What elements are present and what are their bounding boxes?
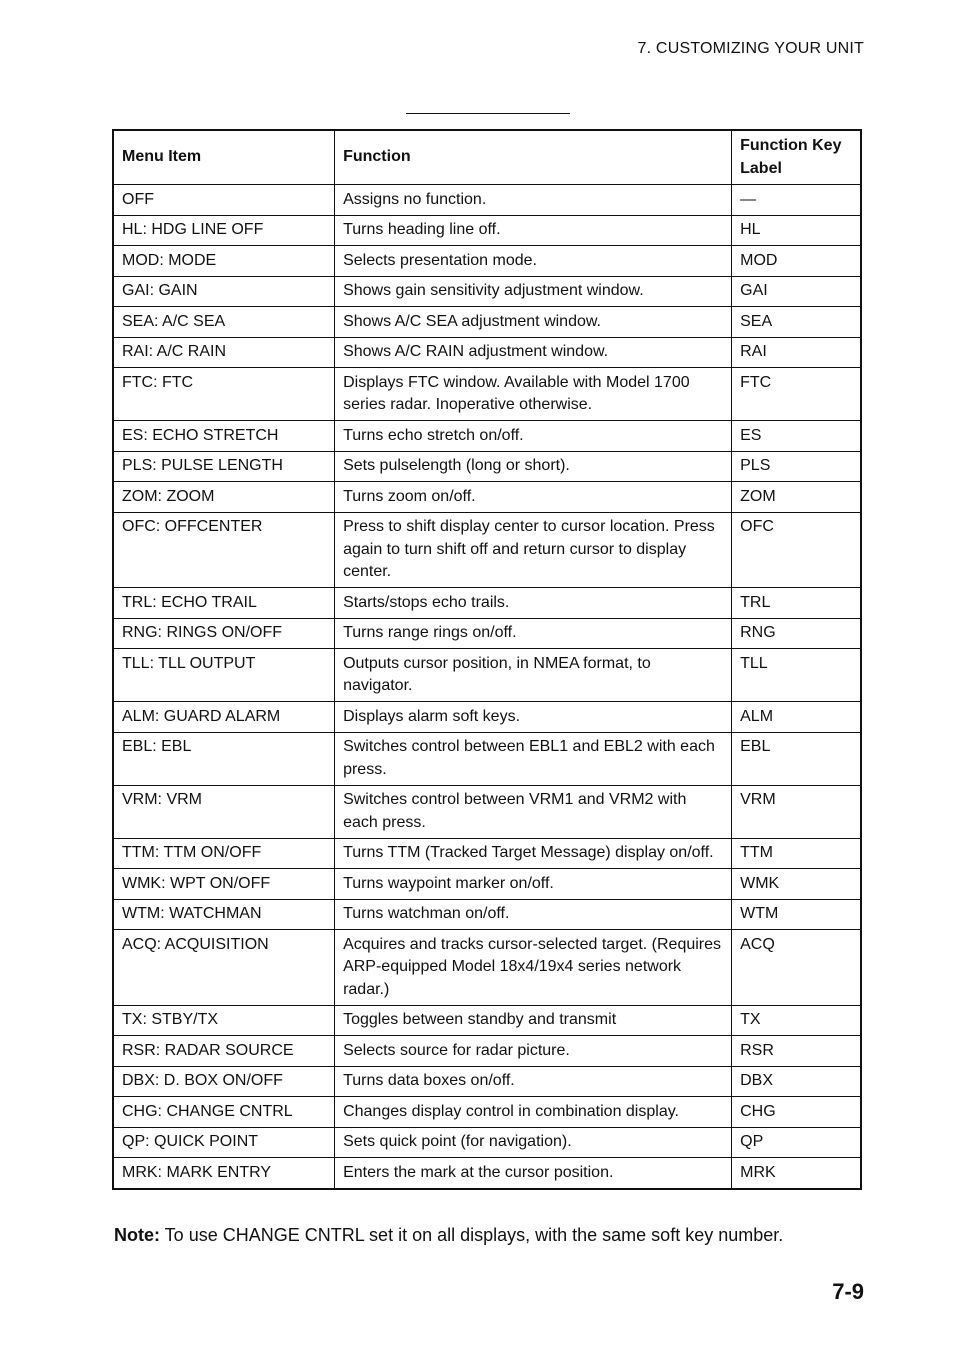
key-label-cell: ALM	[732, 702, 861, 733]
table-row	[113, 1066, 861, 1097]
menu-item-cell: TX: STBY/TX	[113, 1005, 335, 1036]
function-cell: Switches control between EBL1 and EBL2 with each press.	[335, 732, 732, 785]
key-label-cell: TX	[732, 1005, 861, 1036]
table-row	[113, 246, 861, 277]
table-row	[113, 930, 861, 1006]
key-label-cell: WTM	[732, 899, 861, 930]
menu-item-cell: MOD: MODE	[113, 246, 335, 277]
table-row	[113, 649, 861, 702]
table-row	[113, 276, 861, 307]
key-label-cell: MOD	[732, 246, 861, 277]
key-label-cell: WMK	[732, 869, 861, 900]
function-cell: Switches control between VRM1 and VRM2 with each press.	[335, 785, 732, 838]
function-cell: Turns data boxes on/off.	[335, 1066, 732, 1097]
key-label-cell: TLL	[732, 649, 861, 702]
column-header-function-key-label: Function Key Label	[732, 130, 861, 185]
menu-item-cell: EBL: EBL	[113, 732, 335, 785]
table-row	[113, 482, 861, 513]
menu-item-cell: ACQ: ACQUISITION	[113, 930, 335, 1006]
function-cell: Selects source for radar picture.	[335, 1036, 732, 1067]
key-label-cell: GAI	[732, 276, 861, 307]
menu-item-cell: GAI: GAIN	[113, 276, 335, 307]
menu-item-cell: WTM: WATCHMAN	[113, 899, 335, 930]
table-row	[113, 368, 861, 421]
menu-item-cell: ALM: GUARD ALARM	[113, 702, 335, 733]
menu-item-cell: OFF	[113, 185, 335, 216]
menu-item-cell: WMK: WPT ON/OFF	[113, 869, 335, 900]
key-label-cell: PLS	[732, 451, 861, 482]
menu-item-cell: VRM: VRM	[113, 785, 335, 838]
table-row	[113, 337, 861, 368]
page-header: 7. CUSTOMIZING YOUR UNIT	[637, 40, 864, 57]
function-cell: Assigns no function.	[335, 185, 732, 216]
menu-item-cell: ZOM: ZOOM	[113, 482, 335, 513]
key-label-cell: TTM	[732, 838, 861, 869]
function-cell: Changes display control in combination display.	[335, 1097, 732, 1128]
table-row	[113, 838, 861, 869]
key-label-cell: VRM	[732, 785, 861, 838]
function-cell: Turns heading line off.	[335, 215, 732, 246]
table-row	[113, 185, 861, 216]
note-text: To use CHANGE CNTRL set it on all displays, with the same soft key number.	[160, 1225, 784, 1245]
key-label-cell: CHG	[732, 1097, 861, 1128]
function-cell: Sets quick point (for navigation).	[335, 1127, 732, 1158]
table-header-row	[113, 130, 861, 185]
menu-item-cell: QP: QUICK POINT	[113, 1127, 335, 1158]
function-cell: Selects presentation mode.	[335, 246, 732, 277]
table-row	[113, 1005, 861, 1036]
title-rule	[406, 113, 570, 114]
menu-item-cell: TTM: TTM ON/OFF	[113, 838, 335, 869]
key-label-cell: ZOM	[732, 482, 861, 513]
key-label-cell: —	[732, 185, 861, 216]
key-label-cell: RNG	[732, 618, 861, 649]
table-row	[113, 307, 861, 338]
function-cell: Turns TTM (Tracked Target Message) display on/off.	[335, 838, 732, 869]
function-cell: Acquires and tracks cursor-selected target. (Requires ARP-equipped Model 18x4/19x4 series network radar.)	[335, 930, 732, 1006]
menu-item-cell: RSR: RADAR SOURCE	[113, 1036, 335, 1067]
function-cell: Displays FTC window. Available with Model 1700 series radar. Inoperative otherwise.	[335, 368, 732, 421]
menu-item-cell: DBX: D. BOX ON/OFF	[113, 1066, 335, 1097]
table-row	[113, 1158, 861, 1189]
function-cell: Outputs cursor position, in NMEA format, to navigator.	[335, 649, 732, 702]
page-number: 7-9	[832, 1279, 864, 1304]
table-row	[113, 732, 861, 785]
note	[114, 1225, 783, 1246]
menu-item-cell: RAI: A/C RAIN	[113, 337, 335, 368]
table-row	[113, 702, 861, 733]
table-row	[113, 215, 861, 246]
menu-item-cell: CHG: CHANGE CNTRL	[113, 1097, 335, 1128]
function-cell: Displays alarm soft keys.	[335, 702, 732, 733]
key-label-cell: QP	[732, 1127, 861, 1158]
table-row	[113, 899, 861, 930]
function-cell: Turns range rings on/off.	[335, 618, 732, 649]
menu-item-cell: SEA: A/C SEA	[113, 307, 335, 338]
key-label-cell: FTC	[732, 368, 861, 421]
table-row	[113, 588, 861, 619]
key-label-cell: MRK	[732, 1158, 861, 1189]
menu-item-cell: TRL: ECHO TRAIL	[113, 588, 335, 619]
key-label-cell: EBL	[732, 732, 861, 785]
column-header-menu-item: Menu Item	[113, 130, 335, 185]
key-label-cell: HL	[732, 215, 861, 246]
table-row	[113, 618, 861, 649]
function-cell: Press to shift display center to cursor location. Press again to turn shift off and return cursor to display center.	[335, 512, 732, 588]
menu-item-cell: ES: ECHO STRETCH	[113, 421, 335, 452]
key-label-cell: DBX	[732, 1066, 861, 1097]
function-cell: Shows A/C RAIN adjustment window.	[335, 337, 732, 368]
menu-item-cell: HL: HDG LINE OFF	[113, 215, 335, 246]
key-label-cell: RAI	[732, 337, 861, 368]
key-label-cell: ES	[732, 421, 861, 452]
menu-item-cell: TLL: TLL OUTPUT	[113, 649, 335, 702]
table-row	[113, 785, 861, 838]
function-cell: Shows A/C SEA adjustment window.	[335, 307, 732, 338]
table-row	[113, 869, 861, 900]
function-cell: Enters the mark at the cursor position.	[335, 1158, 732, 1189]
table-row	[113, 1097, 861, 1128]
table-row	[113, 1036, 861, 1067]
table-row	[113, 512, 861, 588]
function-cell: Turns waypoint marker on/off.	[335, 869, 732, 900]
key-label-cell: SEA	[732, 307, 861, 338]
note-label: Note:	[114, 1225, 160, 1245]
function-cell: Turns watchman on/off.	[335, 899, 732, 930]
function-cell: Shows gain sensitivity adjustment window.	[335, 276, 732, 307]
menu-item-cell: RNG: RINGS ON/OFF	[113, 618, 335, 649]
table-row	[113, 451, 861, 482]
menu-item-cell: FTC: FTC	[113, 368, 335, 421]
menu-item-cell: PLS: PULSE LENGTH	[113, 451, 335, 482]
key-label-cell: RSR	[732, 1036, 861, 1067]
function-cell: Turns echo stretch on/off.	[335, 421, 732, 452]
function-cell: Sets pulselength (long or short).	[335, 451, 732, 482]
function-cell: Turns zoom on/off.	[335, 482, 732, 513]
key-label-cell: TRL	[732, 588, 861, 619]
function-key-table	[112, 129, 862, 1190]
table-row	[113, 1127, 861, 1158]
function-cell: Toggles between standby and transmit	[335, 1005, 732, 1036]
function-cell: Starts/stops echo trails.	[335, 588, 732, 619]
key-label-cell: ACQ	[732, 930, 861, 1006]
table-body	[113, 185, 861, 1189]
column-header-function: Function	[335, 130, 732, 185]
menu-item-cell: MRK: MARK ENTRY	[113, 1158, 335, 1189]
menu-item-cell: OFC: OFFCENTER	[113, 512, 335, 588]
table-row	[113, 421, 861, 452]
key-label-cell: OFC	[732, 512, 861, 588]
